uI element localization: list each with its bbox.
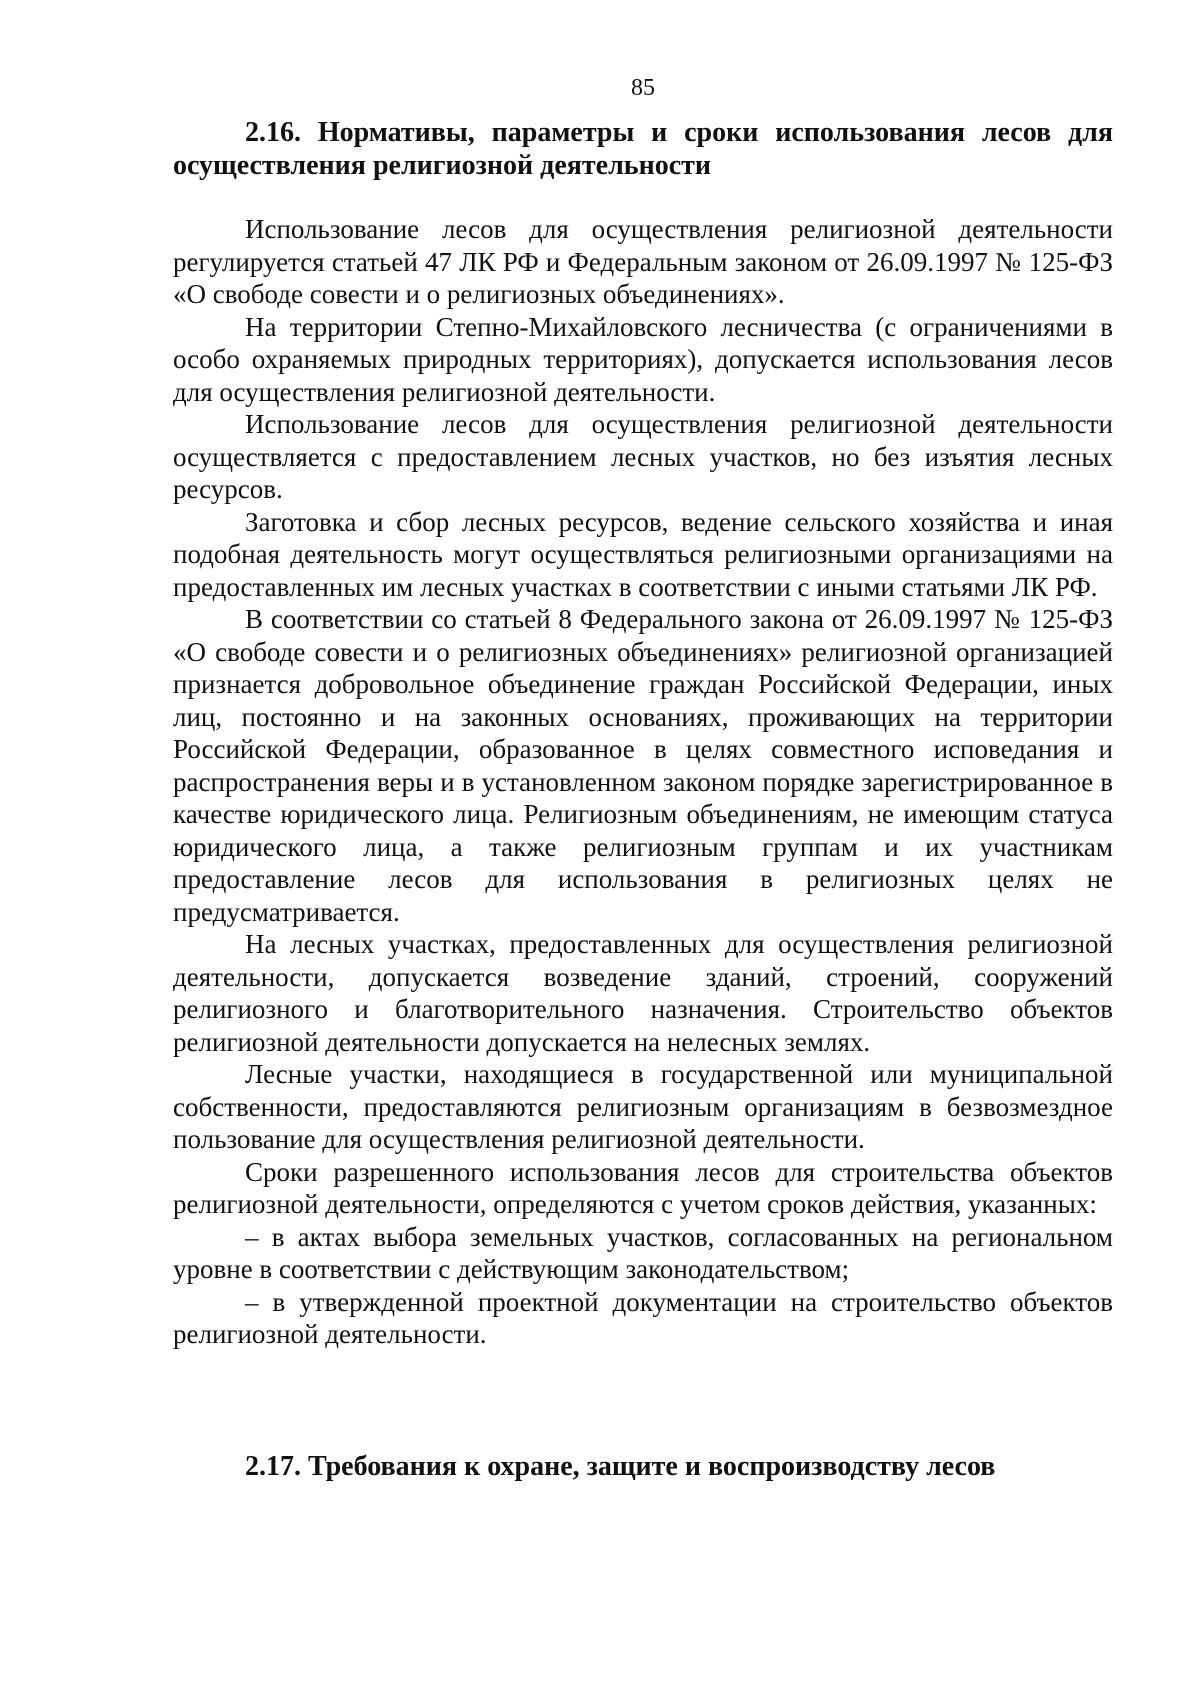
section-heading-2-17: 2.17. Требования к охране, защите и воспроизводству лесов <box>245 1451 996 1482</box>
page-number: 85 <box>631 75 655 101</box>
section-heading-2-16: 2.16. Нормативы, параметры и сроки использования лесов для осуществления религиозной деятельности <box>173 117 1113 181</box>
paragraph: Использование лесов для осуществления религиозной деятельности регулируется статьей 47 ЛК РФ и Федеральным законом от 26.09.1997 № 125-ФЗ «О свободе совести и о религиозных объединениях». <box>173 214 1113 309</box>
list-item: – в утвержденной проектной документации на строительство объектов религиозной деятельности. <box>173 1286 1113 1349</box>
paragraph: Сроки разрешенного использования лесов для строительства объектов религиозной деятельности, определяются с учетом сроков действия, указанных: <box>173 1156 1113 1219</box>
paragraph: На лесных участках, предоставленных для осуществления религиозной деятельности, допускается возведение зданий, строений, сооружений религиозного и благотворительного назначения. Строительство объектов религиозной деятельности допускается на нелесных землях. <box>173 929 1113 1057</box>
paragraph: На территории Степно-Михайловского лесничества (с ограничениями в особо охраняемых природных территориях), допускается использования лесов для осуществления религиозной деятельности. <box>173 311 1113 407</box>
paragraph: Заготовка и сбор лесных ресурсов, ведение сельского хозяйства и иная подобная деятельность могут осуществляться религиозными организациями на предоставленных им лесных участках в соответствии с иными статьями ЛК РФ. <box>173 506 1113 602</box>
paragraph: В соответствии со статьей 8 Федерального закона от 26.09.1997 № 125-ФЗ «О свободе совести и о религиозных объединениях» религиозной организацией признается добровольное объединение граждан Российской Федерации, иных лиц, постоянно и на законных основаниях, проживающих на территории Российской Федерации, образованное в целях совместного исповедания и распространения веры и в установленном законом порядке зарегистрированное в качестве юридического лица. Религиозным объединениям, не имеющим статуса юридического лица, а также религиозным группам и их участникам предоставление лесов для использования в религиозных целях не предусматривается. <box>173 604 1113 927</box>
section-body-2-16 <box>173 213 1113 1351</box>
paragraph: Использование лесов для осуществления религиозной деятельности осуществляется с предоставлением лесных участков, но без изъятия лесных ресурсов. <box>173 409 1113 504</box>
list-item: – в актах выбора земельных участков, согласованных на региональном уровне в соответствии с действующим законодательством; <box>173 1221 1113 1284</box>
paragraph: Лесные участки, находящиеся в государственной или муниципальной собственности, предоставляются религиозным организациям в безвозмездное пользование для осуществления религиозной деятельности. <box>173 1059 1113 1154</box>
